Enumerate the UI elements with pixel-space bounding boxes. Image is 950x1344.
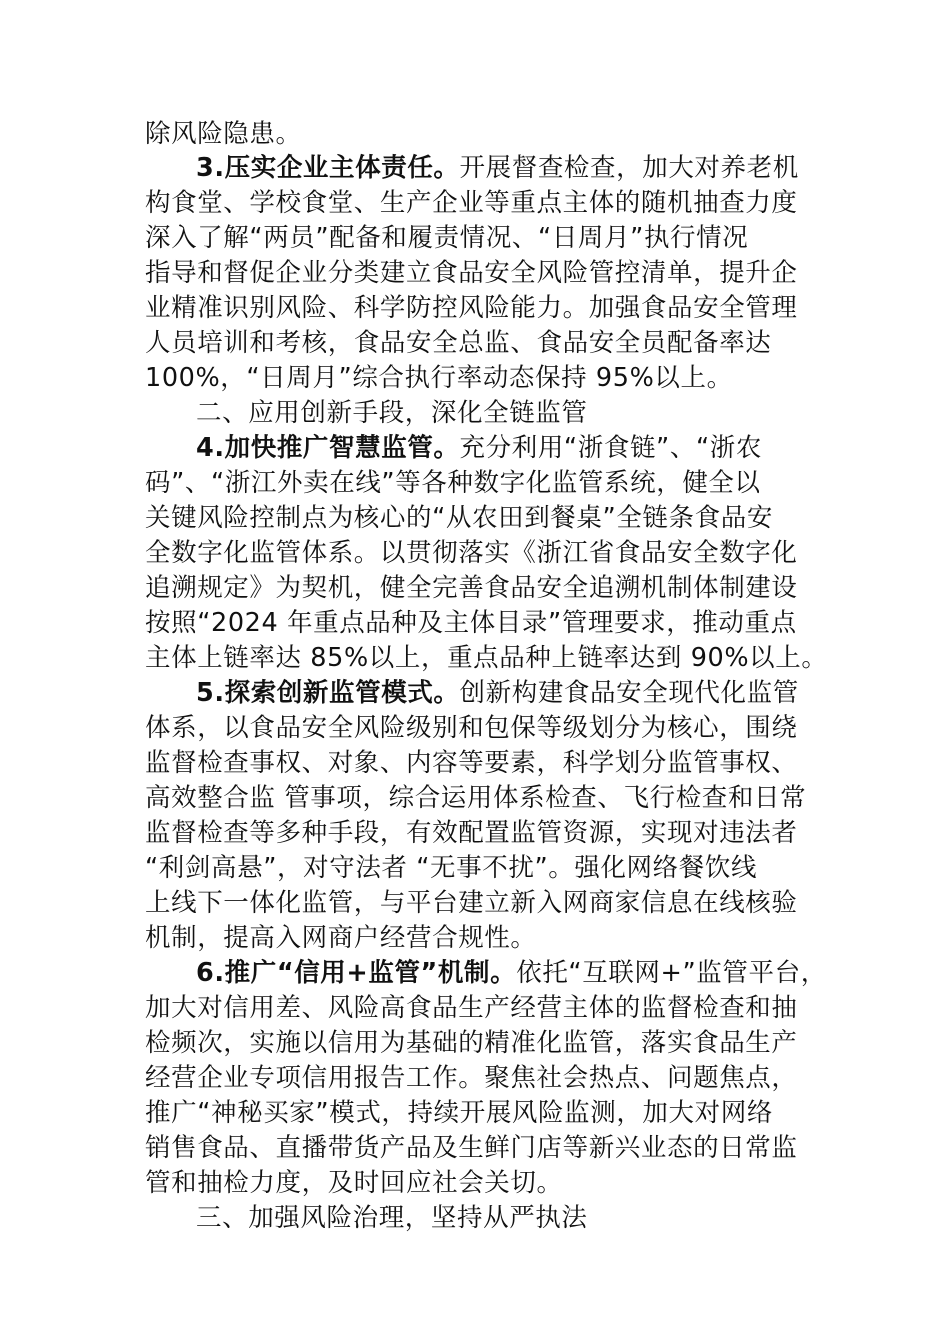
paragraph-line	[145, 536, 835, 570]
paragraph-line	[145, 501, 835, 535]
item-heading: 3.压实企业主体责任。	[196, 153, 460, 183]
line-text: 构食堂、学校食堂、生产企业等重点主体的随机抽查力度	[145, 188, 798, 218]
paragraph-line	[145, 361, 835, 395]
line-text: 除风险隐患。	[145, 119, 302, 149]
paragraph-line	[145, 641, 835, 675]
line-text: 开展督查检查，加大对养老机	[459, 153, 799, 183]
line-text: 全数字化监管体系。以贯彻落实《浙江省食品安全数字化	[145, 538, 798, 568]
paragraph-line	[145, 221, 835, 255]
paragraph-line	[145, 291, 835, 325]
line-text: 依托“互联网+”监管平台，	[516, 958, 827, 988]
line-text: 高效整合监 管事项，综合运用体系检查、飞行检查和日常	[145, 783, 807, 813]
paragraph-line	[145, 711, 835, 745]
line-text: 体系，以食品安全风险级别和包保等级划分为核心，围绕	[145, 713, 798, 743]
paragraph-line	[145, 1061, 835, 1095]
line-text: 创新构建食品安全现代化监管	[459, 678, 799, 708]
paragraph-line	[145, 1166, 835, 1200]
line-text: 监督检查事权、对象、内容等要素，科学划分监管事权、	[145, 748, 798, 778]
line-text: 监督检查等多种手段，有效配置监管资源，实现对违法者	[145, 818, 798, 848]
paragraph-line	[145, 781, 835, 815]
paragraph-line	[145, 466, 835, 500]
item-heading: 6.推广“信用+监管”机制。	[196, 958, 517, 988]
paragraph-heading-line	[196, 676, 886, 710]
line-text: 销售食品、直播带货产品及生鲜门店等新兴业态的日常监	[145, 1133, 798, 1163]
line-text: 机制，提高入网商户经营合规性。	[145, 923, 537, 953]
line-text: 充分利用“浙食链”、“浙农	[459, 433, 762, 463]
paragraph-line	[145, 326, 835, 360]
line-text: 业精准识别风险、科学防控风险能力。加强食品安全管理	[145, 293, 798, 323]
paragraph-heading-line	[196, 151, 886, 185]
line-text: “利剑高悬”，对守法者 “无事不扰”。强化网络餐饮线	[145, 853, 758, 883]
line-text: 经营企业专项信用报告工作。聚焦社会热点、问题焦点，	[145, 1063, 798, 1093]
paragraph-line	[145, 1131, 835, 1165]
line-text: 关键风险控制点为核心的“从农田到餐桌”全链条食品安	[145, 503, 773, 533]
line-text: 检频次，实施以信用为基础的精准化监管，落实食品生产	[145, 1028, 798, 1058]
section-title: 二、应用创新手段，深化全链监管	[196, 398, 588, 428]
line-text: 追溯规定》为契机，健全完善食品安全追溯机制体制建设	[145, 573, 798, 603]
line-text: 主体上链率达 85%以上，重点品种上链率达到 90%以上。	[145, 643, 828, 673]
item-heading: 4.加快推广智慧监管。	[196, 433, 460, 463]
paragraph-line	[145, 186, 835, 220]
line-text: 人员培训和考核，食品安全总监、食品安全员配备率达	[145, 328, 772, 358]
line-text: 深入了解“两员”配备和履责情况、“日周月”执行情况	[145, 223, 749, 253]
section-heading	[196, 396, 886, 430]
line-text: 推广“神秘买家”模式，持续开展风险监测，加大对网络	[145, 1098, 773, 1128]
section-heading	[196, 1201, 886, 1235]
line-text: 上线下一体化监管，与平台建立新入网商家信息在线核验	[145, 888, 798, 918]
line-text: 加大对信用差、风险高食品生产经营主体的监督检查和抽	[145, 993, 798, 1023]
paragraph-line	[145, 1026, 835, 1060]
line-text: 按照“2024 年重点品种及主体目录”管理要求，推动重点	[145, 608, 797, 638]
paragraph-line	[145, 921, 835, 955]
paragraph-line	[145, 117, 835, 151]
paragraph-heading-line	[196, 956, 886, 990]
paragraph-line	[145, 746, 835, 780]
paragraph-line	[145, 851, 835, 885]
paragraph-line	[145, 886, 835, 920]
paragraph-line	[145, 991, 835, 1025]
line-text: 100%，“日周月”综合执行率动态保持 95%以上。	[145, 363, 733, 393]
paragraph-line	[145, 1096, 835, 1130]
paragraph-line	[145, 816, 835, 850]
paragraph-line	[145, 606, 835, 640]
item-heading: 5.探索创新监管模式。	[196, 678, 460, 708]
section-title: 三、加强风险治理，坚持从严执法	[196, 1203, 588, 1233]
line-text: 指导和督促企业分类建立食品安全风险管控清单，提升企	[145, 258, 798, 288]
line-text: 管和抽检力度，及时回应社会关切。	[145, 1168, 563, 1198]
paragraph-line	[145, 571, 835, 605]
line-text: 码”、“浙江外卖在线”等各种数字化监管系统，健全以	[145, 468, 761, 498]
paragraph-heading-line	[196, 431, 886, 465]
paragraph-line	[145, 256, 835, 290]
